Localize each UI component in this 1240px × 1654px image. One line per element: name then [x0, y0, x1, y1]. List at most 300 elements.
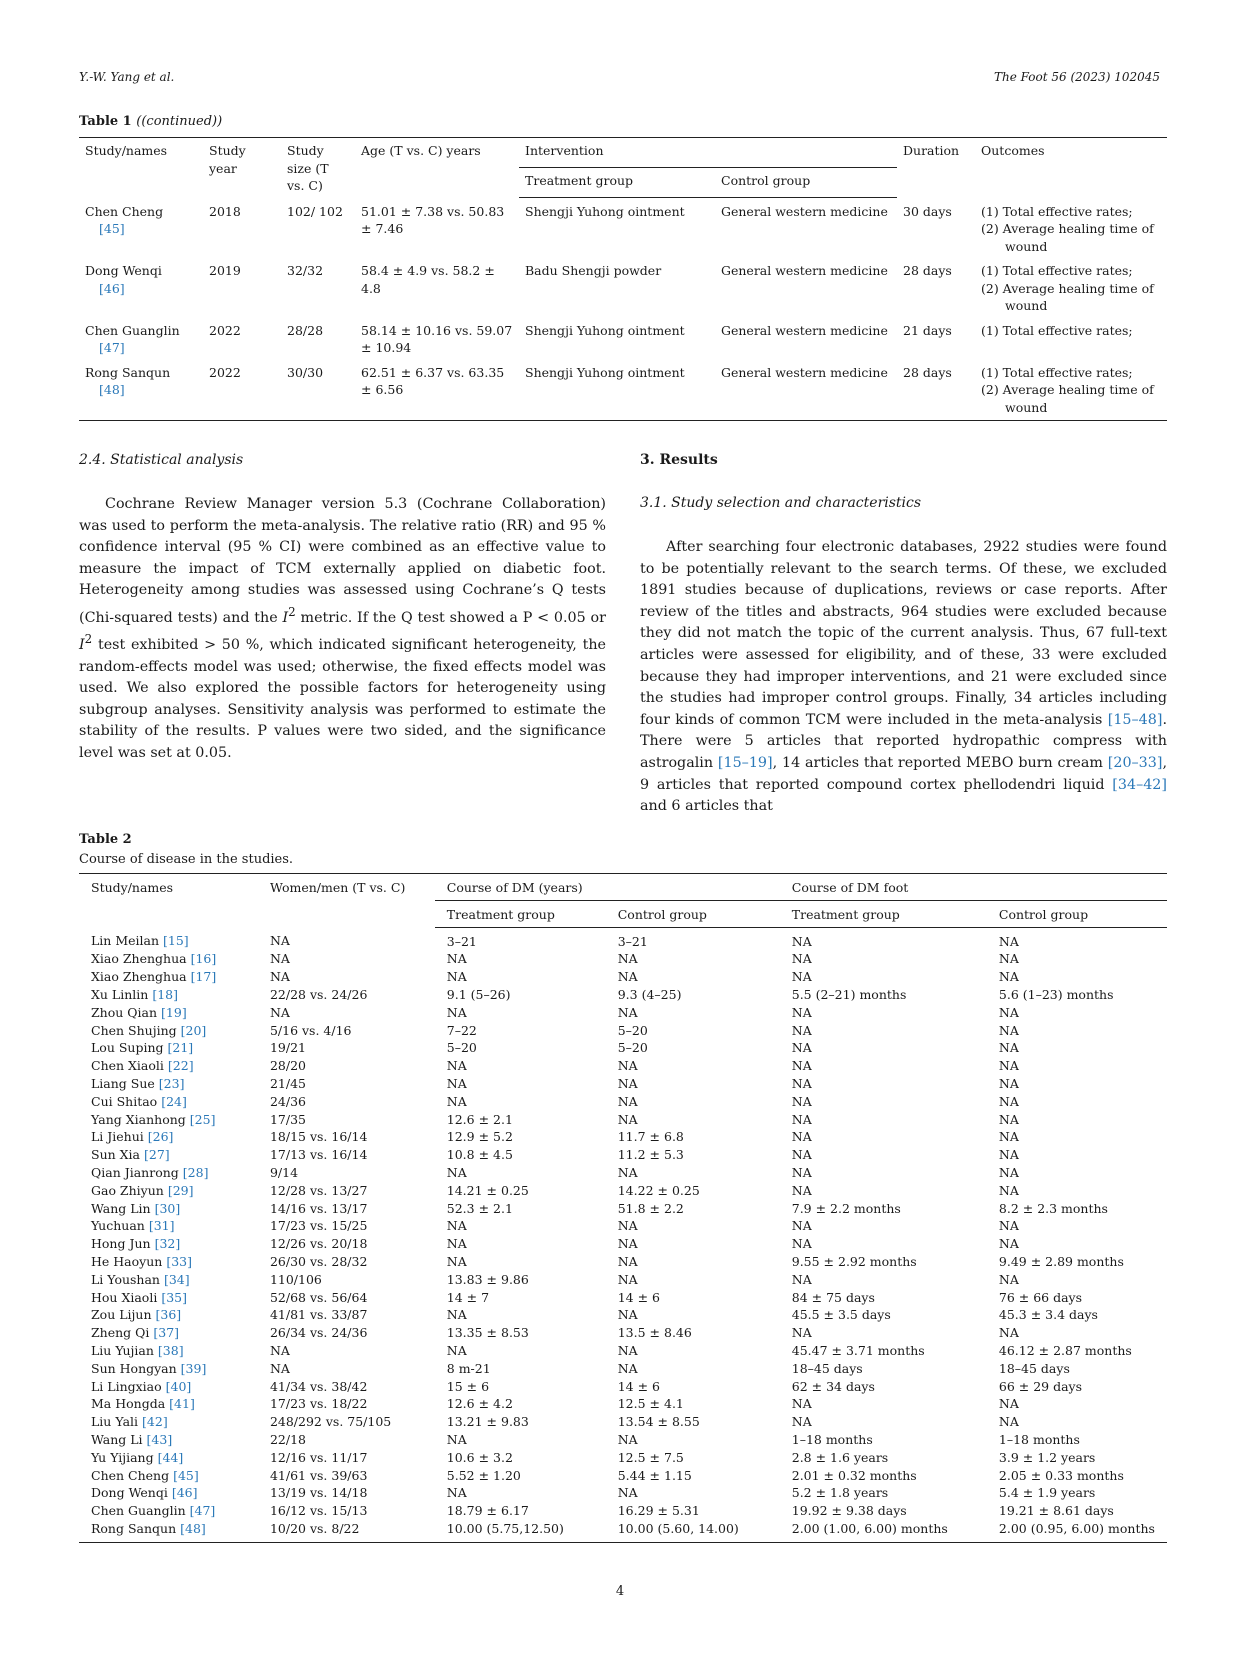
study-name-cell [79, 1449, 258, 1467]
cell-wm: 17/13 vs. 16/14 [269, 1147, 368, 1163]
cell-outcomes [975, 317, 1167, 359]
study-name: Xiao Zhenghua [91, 969, 187, 985]
cell-dm-t: NA [446, 1093, 467, 1109]
study-name: Li Youshan [91, 1271, 160, 1287]
citation-link[interactable]: [28] [182, 1164, 209, 1180]
cell-foot-t: 9.55 ± 2.92 months [791, 1253, 917, 1269]
cell-dm-c: NA [617, 1075, 638, 1091]
study-name: Liang Sue [91, 1075, 155, 1091]
study-name-cell [79, 1502, 258, 1520]
cell-foot-c: 3.9 ± 1.2 years [998, 1449, 1096, 1465]
cell-dm-c: NA [617, 1307, 638, 1323]
cell-foot-t: NA [791, 1271, 812, 1287]
t1-col-control: Control group [715, 168, 897, 198]
cell-wm: 26/30 vs. 28/32 [269, 1253, 368, 1269]
t2-col-foot-treatment: Treatment group [780, 900, 987, 927]
outcome-item: (2) Average healing time of wound [981, 280, 1154, 313]
study-name-cell [79, 927, 258, 950]
cell-treatment: Shengji Yuhong ointment [525, 322, 685, 338]
cell-dm-t: 13.83 ± 9.86 [446, 1271, 529, 1287]
study-name-cell [79, 1022, 258, 1040]
study-name: Lou Suping [91, 1040, 164, 1056]
outcome-item: (1) Total effective rates; [981, 322, 1133, 338]
table-row [79, 1146, 1167, 1164]
table-row [79, 1431, 1167, 1449]
cell-dm-c: 3–21 [617, 933, 648, 949]
citation-link[interactable]: [48] [180, 1520, 206, 1536]
study-name-cell [79, 968, 258, 986]
t2-col-women-men: Women/men (T vs. C) [258, 874, 435, 928]
study-name: Zheng Qi [91, 1325, 150, 1341]
cell-wm: 26/34 vs. 24/36 [269, 1325, 368, 1341]
outcomes-list [981, 203, 1161, 256]
cell-outcomes [975, 198, 1167, 258]
cell-foot-c: 9.49 ± 2.89 months [998, 1253, 1124, 1269]
cell-dm-t: 10.8 ± 4.5 [446, 1147, 513, 1163]
cell-control: General western medicine [721, 204, 888, 219]
citation-link[interactable]: [26] [147, 1129, 174, 1145]
cell-dm-c: 14 ± 6 [617, 1378, 661, 1394]
cell-foot-t: 45.5 ± 3.5 days [791, 1307, 891, 1323]
cell-dm-c: 14.22 ± 0.25 [617, 1182, 700, 1198]
cell-wm: 19/21 [269, 1040, 306, 1056]
study-name-cell [79, 1271, 258, 1289]
running-header-journal: The Foot 56 (2023) 102045 [993, 70, 1160, 84]
table-row [79, 1449, 1167, 1467]
t1-col-year: Study year [203, 138, 281, 198]
cell-wm: 28/20 [269, 1058, 306, 1074]
cell-wm: 110/106 [269, 1271, 322, 1287]
cell-wm: 18/15 vs. 16/14 [269, 1129, 368, 1145]
citation-link[interactable]: [21] [167, 1040, 194, 1056]
study-name: Xiao Zhenghua [91, 951, 187, 967]
cell-foot-c: NA [998, 1111, 1019, 1127]
citation-link[interactable]: [18] [152, 986, 178, 1002]
cell-foot-c: NA [998, 1218, 1019, 1234]
study-name-cell [79, 1093, 258, 1111]
cell-wm: 24/36 [269, 1093, 306, 1109]
study-name: Yang Xianhong [91, 1111, 186, 1127]
study-name-cell [79, 317, 203, 359]
study-name: Yuchuan [91, 1218, 145, 1234]
table-row [79, 1004, 1167, 1022]
cell-foot-c: 5.6 (1–23) months [998, 986, 1114, 1002]
outcome-item: (1) Total effective rates; [981, 364, 1133, 380]
cell-foot-c: NA [998, 1396, 1019, 1412]
cell-dm-t: NA [446, 951, 467, 967]
cell-foot-t: NA [791, 1058, 812, 1074]
citation-link[interactable]: [46] [99, 280, 125, 296]
cell-wm: 12/26 vs. 20/18 [269, 1236, 368, 1252]
cell-dm-c: 12.5 ± 7.5 [617, 1449, 684, 1465]
cell-wm: 22/28 vs. 24/26 [269, 986, 368, 1002]
table-row [79, 1484, 1167, 1502]
cell-foot-c: 2.05 ± 0.33 months [998, 1467, 1124, 1483]
cell-dm-c: 5–20 [617, 1022, 648, 1038]
cell-wm: NA [269, 1360, 290, 1376]
table-row [79, 1039, 1167, 1057]
cell-size: 30/30 [281, 359, 355, 421]
cell-foot-t: NA [791, 969, 812, 985]
citation-link[interactable]: [44] [157, 1449, 184, 1465]
study-name: Cui Shitao [91, 1093, 158, 1109]
cell-foot-t: NA [791, 1218, 812, 1234]
citation-link[interactable]: [47] [189, 1503, 216, 1519]
running-header-authors: Y.-W. Yang et al. [79, 70, 175, 84]
cell-dm-c: 13.54 ± 8.55 [617, 1414, 700, 1430]
cell-foot-t: 2.01 ± 0.32 months [791, 1467, 917, 1483]
cell-foot-c: NA [998, 1164, 1019, 1180]
table-row [79, 359, 1167, 421]
study-name: He Haoyun [91, 1253, 163, 1269]
table-row [79, 1360, 1167, 1378]
cell-dm-t: 12.6 ± 4.2 [446, 1396, 513, 1412]
cell-dm-c: NA [617, 1431, 638, 1447]
citation-link[interactable]: [48] [99, 382, 125, 397]
cell-foot-c: NA [998, 1022, 1019, 1038]
study-name-cell [79, 257, 203, 317]
study-name-cell [79, 1128, 258, 1146]
citation-link[interactable]: [45] [173, 1467, 199, 1483]
section-heading-statistical-analysis: 2.4. Statistical analysis [79, 452, 244, 468]
citation-link[interactable]: [35] [161, 1289, 187, 1305]
study-name-cell [79, 1342, 258, 1360]
citation-link[interactable]: [42] [142, 1414, 168, 1430]
t1-col-intervention: Intervention [519, 138, 897, 168]
cell-wm: NA [269, 969, 290, 985]
study-selection-paragraph: After searching four electronic databases, 2922 studies were found to be potentially relevant to the search terms. Of these, we excluded 1891 studies because of duplications, reviews or case reports. After review of the titles and abstracts, 964 studies were excluded because they did not match the topic of the current analysis. Thus, 67 full-text articles were assessed for eligibility, and of these, 33 were excluded because they had improper interventions, and 21 were excluded since the studies had improper control groups. Finally, 34 articles including four kinds of common TCM were included in the meta-analysis [15–48]. There were 5 articles that reported hydropathic compress with astrogalin [15–19], 14 articles that reported MEBO burn cream [20–33], 9 articles that reported compound cortex phellodendri liquid [34–42] and 6 articles that [640, 539, 1168, 815]
cell-foot-t: 1–18 months [791, 1431, 873, 1447]
table-row [79, 1395, 1167, 1413]
citation-link[interactable]: [43] [146, 1431, 173, 1447]
table1 [79, 137, 1167, 421]
cell-dm-c: NA [617, 969, 638, 985]
study-name-cell [79, 198, 203, 258]
cell-dm-c: 10.00 (5.60, 14.00) [606, 1520, 780, 1542]
study-name-cell [79, 1111, 258, 1129]
cell-dm-c: NA [617, 1058, 638, 1074]
table1-caption-continued: (continued) [141, 114, 218, 129]
t2-col-foot-control: Control group [987, 900, 1167, 927]
study-name: Chen Guanglin [91, 1503, 186, 1519]
study-name-cell [79, 1467, 258, 1485]
citation-link[interactable]: [19] [161, 1004, 187, 1020]
cell-dm-t: 10.6 ± 3.2 [446, 1449, 513, 1465]
cell-year: 2022 [209, 322, 241, 338]
study-name: Liu Yujian [91, 1342, 154, 1358]
table2-caption-title: Course of disease in the studies. [79, 852, 294, 867]
cell-dm-t: 15 ± 6 [446, 1378, 490, 1394]
cell-dm-c: 5.44 ± 1.15 [617, 1467, 692, 1483]
cell-dm-t: 12.9 ± 5.2 [446, 1129, 513, 1145]
cell-foot-t: NA [791, 1147, 812, 1163]
study-name: Wang Li [91, 1431, 143, 1447]
study-name-cell [79, 1395, 258, 1413]
citation-link[interactable]: [31] [148, 1218, 175, 1234]
citation-link[interactable]: [15] [163, 933, 189, 949]
study-name-cell [79, 359, 203, 421]
study-name: Rong Sanqun [85, 364, 171, 380]
table-row [79, 1413, 1167, 1431]
cell-dm-t: NA [446, 1075, 467, 1091]
study-name-cell [79, 1235, 258, 1253]
table2 [79, 873, 1167, 1543]
cell-foot-t: NA [791, 1164, 812, 1180]
citation-link[interactable]: [33] [166, 1253, 192, 1269]
cell-foot-c: NA [998, 1414, 1019, 1430]
cell-foot-t: NA [791, 1022, 812, 1038]
study-name-cell [79, 1075, 258, 1093]
cell-dm-t: 14.21 ± 0.25 [446, 1182, 529, 1198]
citation-link[interactable]: [36] [155, 1307, 182, 1323]
table-row [79, 1253, 1167, 1271]
cell-dm-c: 5–20 [617, 1040, 648, 1056]
study-name: Chen Shujing [91, 1022, 177, 1038]
study-name-cell [79, 1217, 258, 1235]
cell-dm-t: 10.00 (5.75,12.50) [435, 1520, 606, 1542]
t2-col-dm-treatment: Treatment group [435, 900, 606, 927]
cell-control: General western medicine [721, 263, 888, 278]
cell-size: 102/ 102 [287, 203, 343, 219]
cell-duration: 21 days [903, 322, 952, 338]
cell-wm: 12/28 vs. 13/27 [269, 1182, 368, 1198]
study-name: Chen Cheng [85, 203, 164, 219]
citation-link[interactable]: [17] [190, 969, 217, 985]
cell-wm: NA [269, 1004, 290, 1020]
cell-dm-t: NA [446, 1164, 467, 1180]
cell-wm: 52/68 vs. 56/64 [269, 1289, 368, 1305]
citation-link[interactable]: [20–33] [1107, 754, 1163, 771]
citation-link[interactable]: [39] [180, 1360, 207, 1376]
cell-dm-c: 13.5 ± 8.46 [617, 1325, 692, 1341]
table-row [79, 1289, 1167, 1307]
section-heading-results: 3. Results [640, 452, 718, 468]
citation-link[interactable]: [45] [99, 221, 125, 236]
cell-foot-t: 62 ± 34 days [791, 1378, 875, 1394]
citation-link[interactable]: [46] [171, 1485, 198, 1501]
cell-dm-t: NA [446, 1058, 467, 1074]
cell-wm: 21/45 [269, 1075, 306, 1091]
table-row [79, 198, 1167, 258]
study-name: Zhou Qian [91, 1004, 158, 1020]
cell-foot-t: 7.9 ± 2.2 months [791, 1200, 901, 1216]
table-row [79, 1022, 1167, 1040]
cell-wm: NA [269, 933, 290, 949]
cell-duration: 28 days [903, 263, 952, 278]
table-row [79, 1200, 1167, 1218]
t1-col-duration: Duration [897, 138, 975, 198]
study-name: Gao Zhiyun [91, 1182, 164, 1198]
citation-link[interactable]: [34] [163, 1271, 190, 1287]
cell-wm: 9/14 [269, 1164, 299, 1180]
table-row [79, 1093, 1167, 1111]
cell-treatment: Shengji Yuhong ointment [525, 204, 685, 219]
table2-caption-label: Table 2 [79, 832, 132, 847]
citation-link[interactable]: [15–19] [717, 754, 773, 771]
subsection-heading-study-selection: 3.1. Study selection and characteristics [640, 495, 922, 511]
citation-link[interactable]: [24] [161, 1093, 187, 1109]
citation-link[interactable]: [34–42] [1112, 776, 1167, 793]
cell-foot-c: 19.21 ± 8.61 days [998, 1503, 1114, 1519]
study-name: Li Jiehui [91, 1129, 144, 1145]
citation-link[interactable]: [22] [167, 1058, 194, 1074]
cell-wm: 17/35 [269, 1111, 306, 1127]
cell-dm-t: NA [446, 1485, 467, 1501]
citation-link[interactable]: [37] [153, 1325, 180, 1341]
cell-wm: 12/16 vs. 11/17 [269, 1449, 368, 1465]
cell-foot-t: NA [791, 1093, 812, 1109]
t1-col-outcomes: Outcomes [975, 138, 1167, 198]
table-row [79, 1217, 1167, 1235]
table-row [79, 1378, 1167, 1396]
cell-dm-c: 14 ± 6 [617, 1289, 661, 1305]
cell-wm: 14/16 vs. 13/17 [269, 1200, 368, 1216]
t1-col-size: Study size (T vs. C) [281, 138, 355, 198]
study-name: Chen Guanglin [85, 322, 180, 338]
table-row [79, 1164, 1167, 1182]
cell-control: General western medicine [721, 322, 888, 338]
t2-col-course-dm-foot: Course of DM foot [780, 874, 1167, 901]
study-name: Sun Hongyan [91, 1360, 177, 1376]
study-name: Hong Jun [91, 1236, 151, 1252]
table-row [79, 1128, 1167, 1146]
cell-dm-c: NA [617, 1093, 638, 1109]
t1-col-treatment: Treatment group [519, 168, 715, 198]
cell-dm-t: 9.1 (5–26) [446, 986, 511, 1002]
citation-link[interactable]: [47] [99, 340, 125, 355]
table-row [79, 986, 1167, 1004]
cell-dm-t: NA [446, 1307, 467, 1323]
table-row [79, 1057, 1167, 1075]
cell-dm-t: NA [446, 1236, 467, 1252]
citation-link[interactable]: [15–48] [1107, 711, 1163, 728]
cell-wm: 10/20 vs. 8/22 [258, 1520, 435, 1542]
cell-wm: 41/81 vs. 33/87 [269, 1307, 368, 1323]
cell-foot-c: 8.2 ± 2.3 months [998, 1200, 1108, 1216]
cell-dm-t: NA [446, 1342, 467, 1358]
cell-wm: 16/12 vs. 15/13 [269, 1503, 368, 1519]
cell-dm-c: NA [617, 1236, 638, 1252]
cell-foot-c: NA [998, 1182, 1019, 1198]
citation-link[interactable]: [27] [143, 1147, 170, 1163]
study-name-cell [79, 1431, 258, 1449]
outcome-item: (2) Average healing time of wound [981, 221, 1154, 254]
citation-link[interactable]: [25] [189, 1111, 216, 1127]
cell-foot-t: 2.00 (1.00, 6.00) months [780, 1520, 987, 1542]
cell-foot-c: NA [998, 1075, 1019, 1091]
cell-foot-t: NA [791, 1236, 812, 1252]
citation-link[interactable]: [20] [180, 1022, 207, 1038]
cell-dm-c: NA [617, 1360, 638, 1376]
cell-foot-c: NA [998, 1271, 1019, 1287]
cell-dm-c: NA [617, 1485, 638, 1501]
cell-foot-t: 84 ± 75 days [791, 1289, 875, 1305]
citation-link[interactable]: [30] [154, 1200, 181, 1216]
citation-link[interactable]: [29] [167, 1182, 194, 1198]
cell-dm-c: NA [617, 1271, 638, 1287]
study-name-cell [79, 1360, 258, 1378]
cell-dm-t: NA [446, 1218, 467, 1234]
study-name-cell [79, 1378, 258, 1396]
cell-foot-c: NA [998, 1093, 1019, 1109]
study-name: Dong Wenqi [85, 263, 162, 278]
table-row [79, 1182, 1167, 1200]
cell-age: 58.4 ± 4.9 vs. 58.2 ± 4.8 [361, 263, 495, 296]
cell-age: 62.51 ± 6.37 vs. 63.35 ± 6.56 [355, 359, 519, 421]
page-number: 4 [615, 1584, 625, 1599]
table1-caption: Table 1 ((continued)) [79, 114, 223, 129]
study-name-cell [79, 1520, 258, 1542]
citation-link[interactable]: [41] [169, 1396, 195, 1412]
study-name: Liu Yali [91, 1414, 139, 1430]
study-name-cell [79, 1289, 258, 1307]
table1-caption-label: Table 1 [79, 114, 132, 129]
cell-foot-t: NA [791, 951, 812, 967]
cell-foot-c: NA [998, 1147, 1019, 1163]
cell-dm-t: NA [446, 1431, 467, 1447]
cell-foot-t: NA [791, 1396, 812, 1412]
cell-dm-t: 12.6 ± 2.1 [446, 1111, 513, 1127]
cell-foot-c: 1–18 months [998, 1431, 1080, 1447]
table-row [79, 317, 1167, 359]
statistical-analysis-paragraph: Cochrane Review Manager version 5.3 (Cochrane Collaboration) was used to perform the meta-analysis. The relative ratio (RR) and 95 % confidence interval (95 % CI) were combined as an effective value to measure the impact of TCM externally applied on diabetic foot. Heterogeneity among studies was assessed using Cochrane’s Q tests (Chi-squared tests) and the $I^2$ metric. If the Q test showed a P < 0.05 or $I^2$ test exhibited > 50 %, which indicated significant heterogeneity, the random-effects model was used; otherwise, the fixed effects model was used. We also explored the possible factors for heterogeneity using subgroup analyses. Sensitivity analysis was performed to estimate the stability of the results. P values were two sided, and the significance level was set at 0.05. [79, 496, 606, 762]
cell-wm: 41/34 vs. 38/42 [269, 1378, 368, 1394]
citation-link[interactable]: [16] [190, 951, 217, 967]
citation-link[interactable]: [32] [154, 1236, 181, 1252]
cell-dm-t: 8 m-21 [446, 1360, 491, 1376]
table-row [79, 1306, 1167, 1324]
cell-foot-t: 45.47 ± 3.71 months [791, 1342, 925, 1358]
t2-col-course-dm-years: Course of DM (years) [435, 874, 780, 901]
cell-foot-t: 19.92 ± 9.38 days [791, 1503, 907, 1519]
cell-dm-c: NA [617, 951, 638, 967]
study-name: Chen Cheng [91, 1467, 170, 1483]
table-row [79, 1075, 1167, 1093]
citation-link[interactable]: [38] [157, 1342, 184, 1358]
cell-wm: 17/23 vs. 18/22 [269, 1396, 368, 1412]
cell-dm-c: NA [617, 1342, 638, 1358]
table-row [79, 968, 1167, 986]
cell-dm-c: NA [617, 1004, 638, 1020]
study-name-cell [79, 986, 258, 1004]
cell-foot-c: 66 ± 29 days [998, 1378, 1083, 1394]
cell-dm-t: 7–22 [446, 1022, 477, 1038]
cell-year: 2022 [203, 359, 281, 421]
cell-foot-t: NA [791, 1129, 812, 1145]
cell-foot-c: NA [998, 1129, 1019, 1145]
citation-link[interactable]: [23] [158, 1075, 185, 1091]
cell-dm-c: 11.7 ± 6.8 [617, 1129, 684, 1145]
study-name-cell [79, 1413, 258, 1431]
cell-foot-t: NA [791, 1075, 812, 1091]
table-row [79, 950, 1167, 968]
cell-foot-t: 5.5 (2–21) months [791, 986, 907, 1002]
citation-link[interactable]: [40] [165, 1378, 192, 1394]
outcome-item: (1) Total effective rates; [981, 203, 1133, 219]
cell-dm-t: 18.79 ± 6.17 [446, 1503, 529, 1519]
cell-foot-t: 18–45 days [791, 1360, 863, 1376]
t2-col-dm-control: Control group [606, 900, 780, 927]
study-name: Rong Sanqun [91, 1520, 177, 1536]
study-name-cell [79, 950, 258, 968]
cell-outcomes [975, 257, 1167, 317]
study-name: Qian Jianrong [91, 1164, 179, 1180]
cell-foot-t: 5.2 ± 1.8 years [791, 1485, 889, 1501]
cell-foot-t: 2.8 ± 1.6 years [791, 1449, 889, 1465]
cell-duration: 28 days [897, 359, 975, 421]
cell-dm-t: 3–21 [446, 933, 477, 949]
cell-dm-t: NA [446, 1253, 467, 1269]
